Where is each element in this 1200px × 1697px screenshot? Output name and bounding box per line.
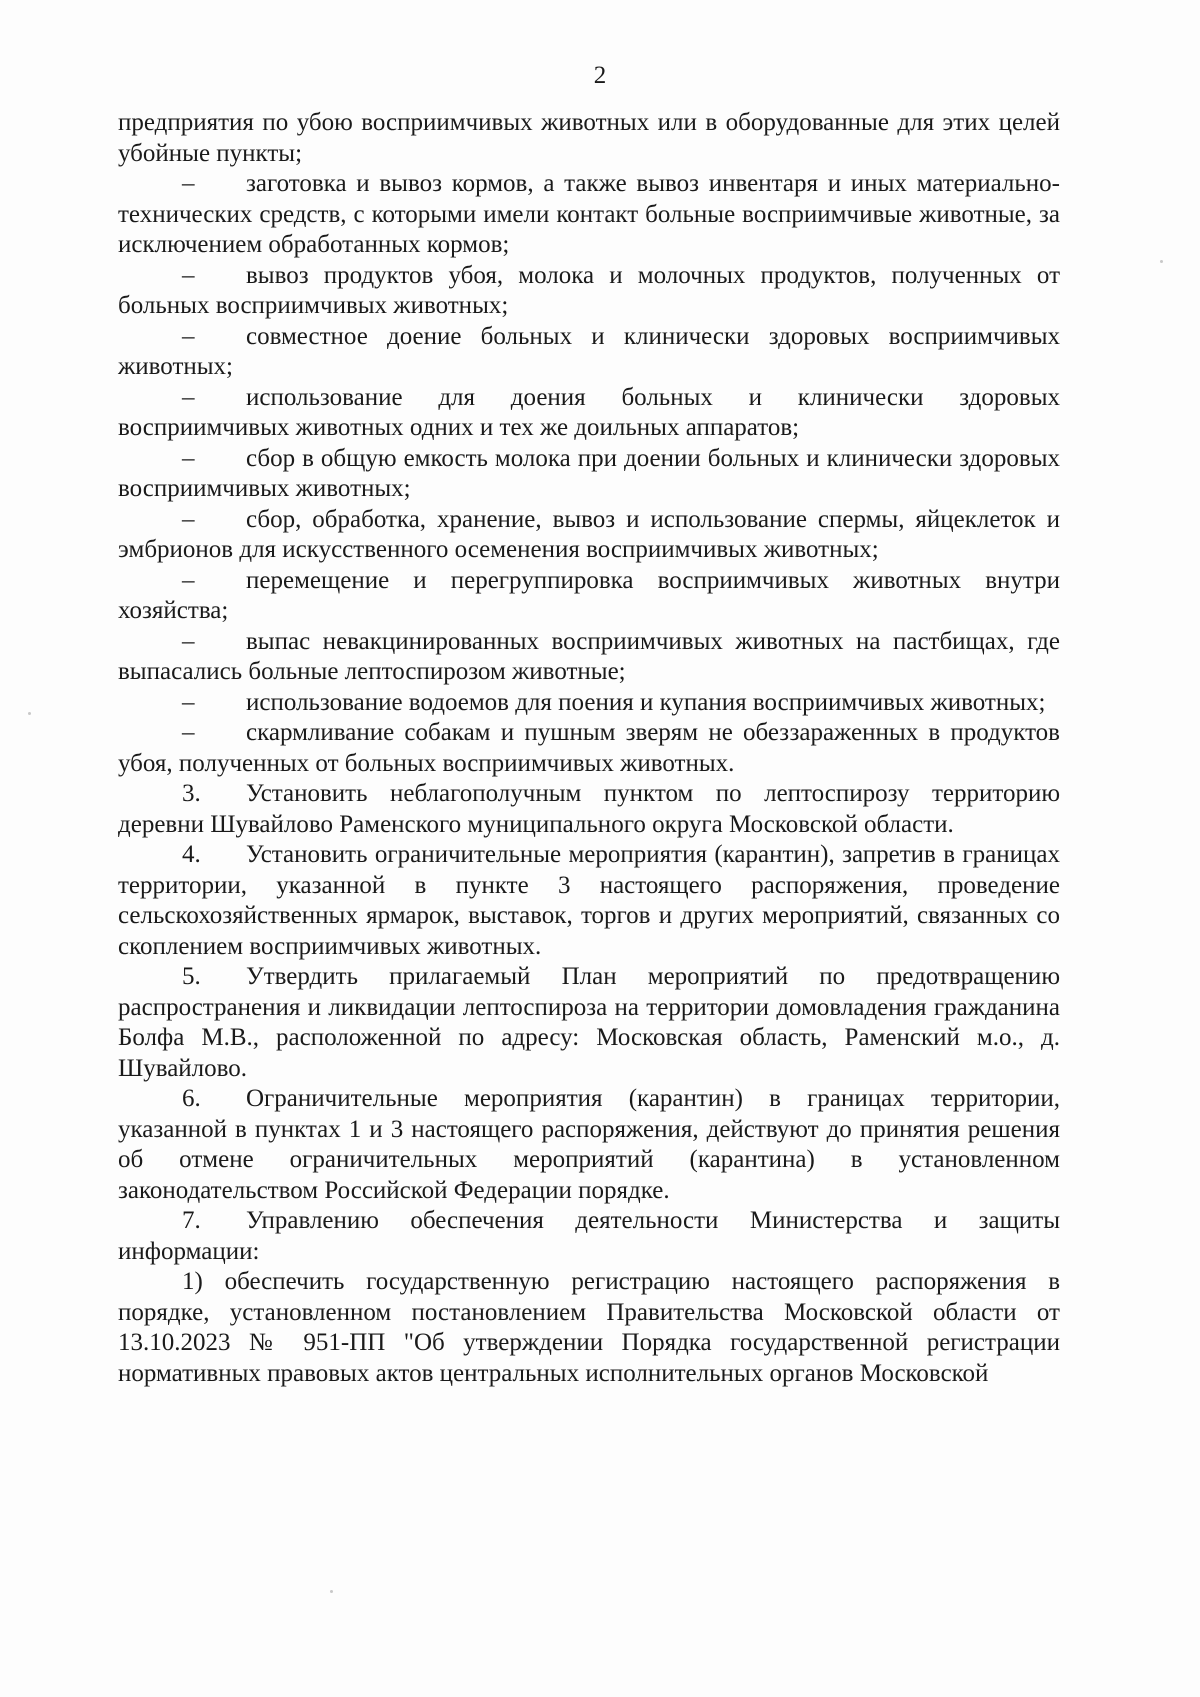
clause-number: 4. [182, 841, 201, 868]
list-item-dash [118, 688, 1060, 719]
clause-number: 5. [182, 963, 201, 990]
dash-marker: – [182, 566, 195, 594]
numbered-clause-7 [118, 1206, 1060, 1267]
list-item-text: использование водоемов для поения и купания восприимчивых животных; [246, 688, 1046, 716]
list-item-text: использование для доения больных и клинически здоровых восприимчивых животных одних и тех же доильных аппаратов; [118, 383, 1060, 441]
list-item-dash [118, 444, 1060, 505]
clause-number: 3. [182, 780, 201, 807]
clause-text: Ограничительные мероприятия (карантин) в границах территории, указанной в пунктах 1 и 3 настоящего распоряжения, действуют до принятия решения об отмене ограничительных мероприятий (карантина) в установленном законодательством Российской Федерации порядке. [118, 1085, 1060, 1204]
dash-marker: – [182, 719, 195, 746]
dash-marker: – [182, 627, 195, 655]
list-item-dash [118, 169, 1060, 261]
numbered-clause-6 [118, 1084, 1060, 1206]
clause-text: Управлению обеспечения деятельности Министерства и защиты информации: [118, 1207, 1060, 1265]
dash-marker: – [182, 505, 195, 533]
list-item-text: сбор в общую емкость молока при доении больных и клинически здоровых восприимчивых животных; [118, 444, 1060, 502]
clause-text: Утвердить прилагаемый План мероприятий по предотвращению распространения и ликвидации лептоспироза на территории домовладения гражданина Болфа М.В., расположенной по адресу: Московская область, Раменский м.о., д. Шувайлово. [118, 963, 1060, 1082]
scan-speck [28, 712, 31, 715]
clause-text: Установить неблагополучным пунктом по лептоспирозу территорию деревни Шувайлово Раменского муниципального округа Московской области. [118, 780, 1060, 838]
list-item-text: вывоз продуктов убоя, молока и молочных продуктов, полученных от больных восприимчивых животных; [118, 261, 1060, 319]
scan-speck [1160, 260, 1163, 263]
list-item-dash [118, 383, 1060, 444]
numbered-clause-3 [118, 779, 1060, 840]
list-item-dash [118, 718, 1060, 779]
clause-text: Установить ограничительные мероприятия (карантин), запретив в границах территории, указанной в пункте 3 настоящего распоряжения, проведение сельскохозяйственных ярмарок, выставок, торгов и других мероприятий, связанных со скоплением восприимчивых животных. [118, 841, 1060, 960]
numbered-clause-4 [118, 840, 1060, 962]
dash-marker: – [182, 261, 195, 289]
list-item-text: совместное доение больных и клинически здоровых восприимчивых животных; [118, 322, 1060, 380]
page-number: 2 [593, 62, 607, 89]
list-item-text: сбор, обработка, хранение, вывоз и использование спермы, яйцеклеток и эмбрионов для искусственного осеменения восприимчивых животных; [118, 505, 1060, 563]
list-item-dash [118, 261, 1060, 322]
numbered-clause-5 [118, 962, 1060, 1084]
dash-marker: – [182, 444, 195, 472]
paragraph-continuation [118, 108, 1060, 169]
list-item-dash [118, 566, 1060, 627]
list-item-dash [118, 322, 1060, 383]
dash-marker: – [182, 383, 195, 411]
dash-marker: – [182, 170, 195, 197]
dash-marker: – [182, 688, 195, 716]
scan-speck [330, 1590, 333, 1593]
sub-clause-text: 1) обеспечить государственную регистрацию настоящего распоряжения в порядке, установленном постановлением Правительства Московской области от 13.10.2023 № 951-ПП "Об утверждении Порядка государственной регистрации нормативных правовых актов центральных исполнительных органов Московской [118, 1268, 1060, 1387]
list-item-text: скармливание собакам и пушным зверям не обеззараженных в продуктов убоя, полученных от больных восприимчивых животных. [118, 719, 1060, 777]
sub-clause-1 [118, 1267, 1060, 1389]
clause-number: 6. [182, 1085, 201, 1112]
list-item-text: перемещение и перегруппировка восприимчивых животных внутри хозяйства; [118, 566, 1060, 624]
clause-number: 7. [182, 1207, 201, 1234]
list-item-text: выпас невакцинированных восприимчивых животных на пастбищах, где выпасались больные лептоспирозом животные; [118, 627, 1060, 685]
list-item-dash [118, 505, 1060, 566]
document-body [118, 108, 1060, 1389]
list-item-text: заготовка и вывоз кормов, а также вывоз инвентаря и иных материально-технических средств, с которыми имели контакт больные восприимчивые животные, за исключением обработанных кормов; [118, 170, 1060, 258]
list-item-dash [118, 627, 1060, 688]
dash-marker: – [182, 322, 195, 350]
paragraph-text: предприятия по убою восприимчивых животных или в оборудованные для этих целей убойные пункты; [118, 109, 1060, 167]
